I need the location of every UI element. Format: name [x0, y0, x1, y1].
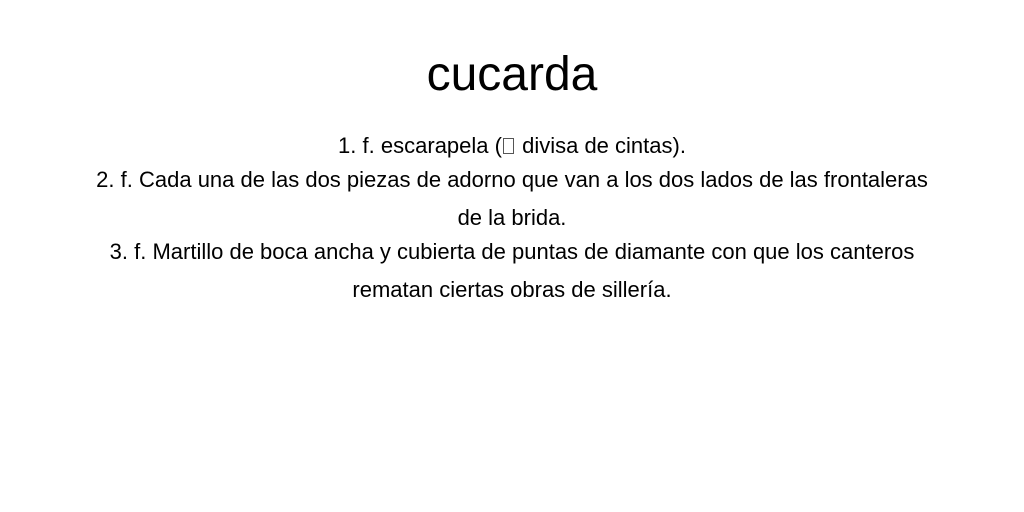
definition-text: Cada una de las dos piezas de adorno que van a los dos lados de las frontaleras de la brida.	[138, 167, 928, 230]
definition-text: Martillo de boca ancha y cubierta de puntas de diamante con que los canteros rematan ciertas obras de sillería.	[152, 239, 915, 302]
definition-number: 3.	[109, 239, 128, 264]
grammar-category: f.	[362, 133, 375, 158]
headword-title: cucarda	[426, 48, 598, 101]
cross-reference-arrow-icon	[503, 138, 514, 154]
grammar-category: f.	[120, 167, 133, 192]
definition-text: divisa de cintas).	[515, 133, 686, 158]
grammar-category: f.	[134, 239, 147, 264]
definition-text: escarapela (	[380, 133, 502, 158]
definition-number: 1.	[338, 133, 357, 158]
definition-item	[92, 233, 932, 309]
definition-number: 2.	[96, 167, 115, 192]
definition-item	[92, 127, 932, 165]
definition-item	[92, 161, 932, 237]
definition-list	[92, 127, 932, 309]
